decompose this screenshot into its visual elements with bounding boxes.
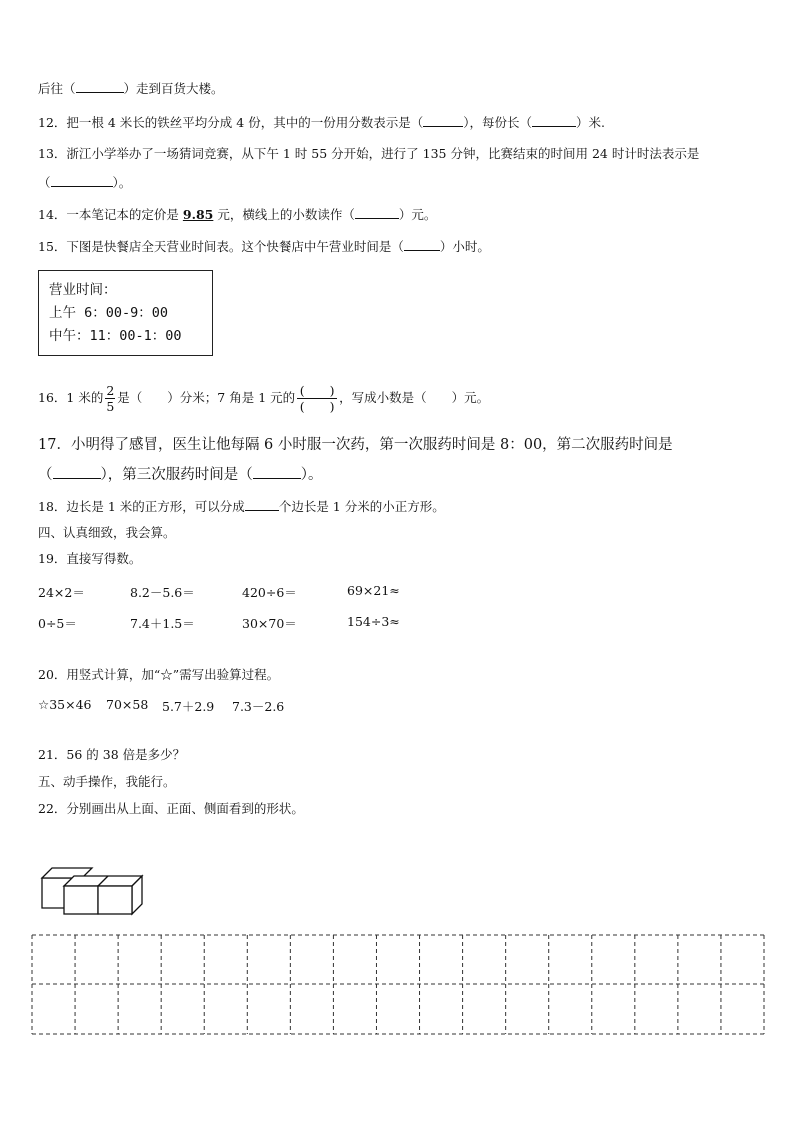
answer-blank[interactable] (245, 498, 279, 511)
question-13-line2: （ ）。 (38, 175, 132, 190)
calc-item: 30×70＝ (242, 616, 297, 631)
section-five-heading: 五、动手操作，我能行。 (38, 774, 176, 789)
calc-item: 420÷6＝ (242, 585, 297, 600)
question-18: 18．边长是 1 米的正方形，可以分成 个边长是 1 分米的小正方形。 (38, 499, 445, 514)
answer-blank[interactable] (423, 114, 463, 127)
vertical-calc-item: 70×58 (106, 697, 149, 712)
fraction-blank[interactable]: $\frac{( )}{( )}$ (297, 383, 337, 414)
answer-blank[interactable] (51, 174, 113, 187)
answer-blank[interactable] (76, 80, 124, 93)
calc-item: 0÷5＝ (38, 616, 77, 631)
answer-blank[interactable] (532, 114, 576, 127)
vertical-calc-item: ☆35×46 (38, 697, 92, 712)
question-13: 13．浙江小学举办了一场猜词竞赛，从下午 1 时 55 分开始，进行了 135 分钟，比赛结束的时间用 24 时计时法表示是 (38, 146, 700, 161)
answer-blank[interactable] (404, 238, 440, 251)
question-12: 12．把一根 4 米长的铁丝平均分成 4 份，其中的一份用分数表示是（ ），每份长（ ）米. (38, 115, 605, 130)
answer-blank[interactable] (253, 466, 301, 479)
question-16: 16．1 米的 $\frac{2}{5}$ 是（ ）分米；7 角是 1 元的 $\frac{( )}{( )}$ ，写成小数是（ ）元。 (38, 383, 490, 414)
question-22: 22．分别画出从上面、正面、侧面看到的形状。 (38, 801, 304, 816)
question-14: 14．一本笔记本的定价是 9.85 元，横线上的小数读作（ ）元。 (38, 207, 437, 222)
vertical-calc-item: 7.3－2.6 (232, 699, 285, 714)
underlined-number: 9.85 (182, 207, 214, 222)
schedule-title: 营业时间： (49, 282, 117, 298)
schedule-morning: 上午 6：00-9：00 (49, 305, 169, 321)
question-21: 21．56 的 38 倍是多少？ (38, 747, 186, 762)
answer-blank[interactable] (53, 466, 101, 479)
business-hours-box (38, 270, 213, 356)
question-19-title: 19．直接写得数。 (38, 551, 142, 566)
question-17-line2: （ ），第三次服药时间是（ ）。 (38, 467, 323, 483)
question-15: 15．下图是快餐店全天营业时间表。这个快餐店中午营业时间是（ ）小时。 (38, 239, 490, 254)
calc-item: 24×2＝ (38, 585, 85, 600)
calc-item: 7.4＋1.5＝ (130, 616, 195, 631)
q11-tail: 后往（ ）走到百货大楼。 (38, 81, 224, 96)
schedule-noon: 中午：11：00-1：00 (49, 328, 182, 344)
cube-figure (38, 864, 146, 916)
question-17: 17．小明得了感冒，医生让他每隔 6 小时服一次药，第一次服药时间是 8：00，第二次服药时间是 (38, 437, 673, 453)
section-four-heading: 四、认真细致，我会算。 (38, 525, 176, 540)
question-20-title: 20．用竖式计算，加“☆”需写出验算过程。 (38, 667, 280, 682)
calc-item: 8.2－5.6＝ (130, 585, 195, 600)
calc-item: 69×21≈ (347, 583, 400, 598)
fraction-two-fifths: $\frac{2}{5}$ (106, 383, 115, 414)
answer-blank[interactable] (355, 206, 399, 219)
calc-item: 154÷3≈ (347, 614, 400, 629)
vertical-calc-item: 5.7＋2.9 (162, 699, 215, 714)
drawing-grid[interactable] (31, 934, 765, 1036)
